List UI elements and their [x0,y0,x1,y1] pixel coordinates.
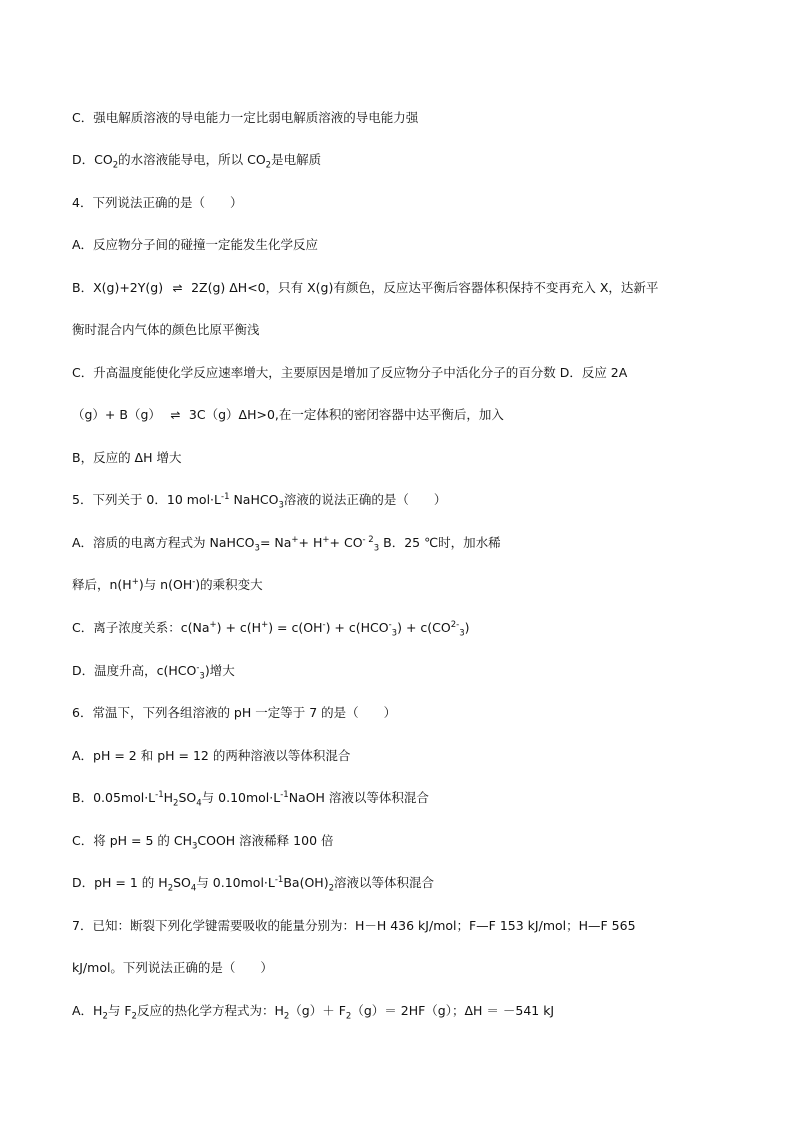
subscript: 3 [373,543,380,554]
option-4a [72,237,318,253]
option-5d [72,662,235,682]
text: B，反应的 ΔH 增大 [72,450,182,465]
superscript: + [209,619,217,630]
text: ) + c(CO [397,620,451,635]
option-6c [72,833,334,852]
option-4b-cont [72,322,260,338]
text: 溶液以等体积混合 [334,875,435,890]
text: ) + c(HCO [325,620,389,635]
subscript: 3 [459,628,465,639]
question-7 [72,918,636,934]
text: 的水溶液能导电，所以 CO [118,152,266,167]
text: SO [173,875,191,890]
subscript: 2 [173,798,179,809]
subscript: 2 [167,883,174,894]
question-5 [72,491,447,511]
text: （g）＋ F [289,1003,346,1018]
text: B．0.05mol·L [72,790,156,805]
superscript: + [131,576,139,587]
subscript: 2 [131,1011,137,1022]
text: B．X(g)+2Y(g) [72,280,164,295]
text: D．CO [72,152,113,167]
text: 5．下列关于 0．10 mol·L [72,492,221,507]
subscript: 3 [391,628,398,639]
subscript: 4 [196,798,202,809]
text: 衡时混合内气体的颜色比原平衡浅 [72,322,260,337]
text: A．溶质的电离方程式为 NaHCO [72,535,255,550]
superscript: -1 [221,491,230,502]
text: A．pH = 2 和 pH = 12 的两种溶液以等体积混合 [72,748,351,763]
text: 溶液的说法正确的是（ ） [283,492,447,507]
text: 与 0.10mol·L [201,790,281,805]
superscript: - [196,662,200,673]
superscript: 2- [450,619,460,630]
text: + H [298,535,323,550]
text: 7．已知：断裂下列化学键需要吸收的能量分别为：H－H 436 kJ/mol；F—F 153 kJ/mol；H—F 565 [72,918,636,933]
option-5a [72,534,501,554]
subscript: 2 [112,160,119,171]
text: （g）+ B（g） [72,407,161,422]
text: A．反应物分子间的碰撞一定能发生化学反应 [72,237,319,252]
superscript: -1 [155,789,164,800]
question-4 [72,195,242,211]
text: NaOH 溶液以等体积混合 [288,790,429,805]
text: B．25 ℃时，加水稀 [379,535,501,550]
text: )与 n(OH [138,577,193,592]
text: NaHCO [229,492,279,507]
text: 反应的热化学方程式为：H [136,1003,284,1018]
superscript: - [192,576,196,587]
text: H [163,790,174,805]
subscript: 2 [102,1011,108,1022]
text: 释后，n(H [72,577,132,592]
option-4d-cont [72,450,181,466]
text: kJ/mol。下列说法正确的是（ ） [72,960,273,975]
text: Ba(OH) [283,875,329,890]
text: 6．常温下，下列各组溶液的 pH 一定等于 7 的是（ ） [72,705,397,720]
subscript: 2 [345,1011,352,1022]
subscript: 3 [278,500,284,511]
text: C．升高温度能使化学反应速率增大，主要原因是增加了反应物分子中活化分子的百分数 D．反应 2A [72,365,628,380]
text: = Na [259,535,292,550]
option-3c [72,110,418,126]
superscript: + [261,619,269,630]
text: D．温度升高，c(HCO [72,663,197,678]
superscript: -1 [280,789,289,800]
superscript: -1 [274,874,284,885]
option-4c [72,365,627,381]
option-6b [72,789,429,809]
superscript: - 2 [362,534,374,545]
subscript: 3 [199,671,205,682]
option-5c [72,619,470,639]
option-4b [72,280,658,296]
text: SO [178,790,197,805]
superscript: + [322,534,330,545]
text: + CO [329,535,363,550]
subscript: 4 [190,883,197,894]
equilibrium-arrow-icon: ⇌ [170,408,180,422]
superscript: - [388,619,392,630]
subscript: 2 [328,883,334,894]
option-4d [72,407,504,423]
text: D．pH = 1 的 H [72,875,168,890]
text: ) + c(H [216,620,262,635]
text: COOH 溶液稀释 100 倍 [197,833,334,848]
text: 是电解质 [271,152,322,167]
text: 与 F [107,1003,132,1018]
text: ) [464,620,470,635]
text: )的乘积变大 [195,577,263,592]
subscript: 3 [191,841,198,852]
superscript: + [291,534,299,545]
subscript: 2 [283,1011,290,1022]
text: 4．下列说法正确的是（ ） [72,195,243,210]
text: A．H [72,1003,103,1018]
option-6a [72,748,350,764]
text: ) = c(OH [268,620,323,635]
subscript: 2 [265,160,272,171]
option-6d [72,874,435,894]
text: C．强电解质溶液的导电能力一定比弱电解质溶液的导电能力强 [72,110,419,125]
text: )增大 [204,663,235,678]
text: 2Z(g) ΔH<0，只有 X(g)有颜色，反应达平衡后容器体积保持不变再充入 X，达新平 [191,280,659,295]
equilibrium-arrow-icon: ⇌ [172,281,182,295]
text: 与 0.10mol·L [196,875,275,890]
question-7-cont [72,960,273,976]
superscript: - [322,619,326,630]
text: （g）＝ 2HF（g）；ΔH ＝ －541 kJ [351,1003,555,1018]
option-5b-cont [72,577,263,593]
text: C．离子浓度关系：c(Na [72,620,210,635]
question-6 [72,705,396,721]
subscript: 3 [254,543,260,554]
option-3d [72,152,322,171]
option-7a [72,1003,555,1022]
text: C．将 pH = 5 的 CH [72,833,192,848]
text: 3C（g）ΔH>0,在一定体积的密闭容器中达平衡后，加入 [188,407,504,422]
